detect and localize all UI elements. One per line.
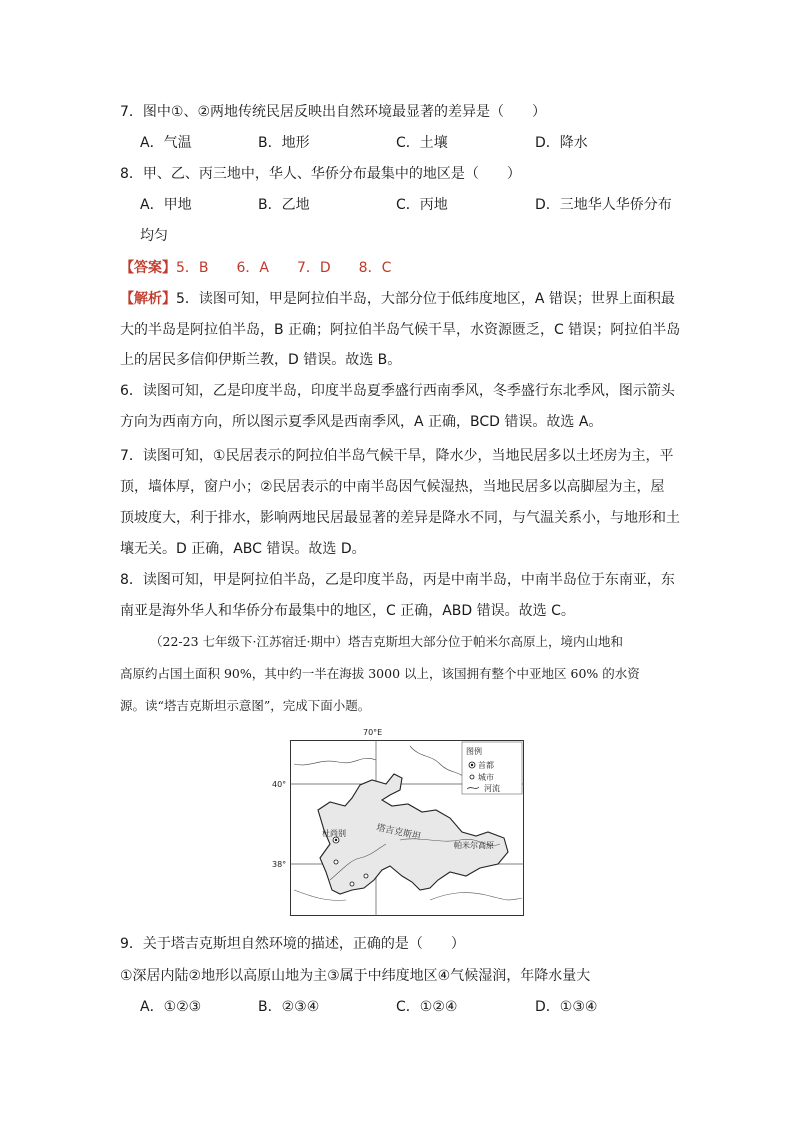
legend-title: 图例 bbox=[466, 747, 482, 756]
analysis-7-line-3: 顶坡度大，利于排水，影响两地民居最显著的差异是降水不同，与气温关系小，与地形和土 bbox=[120, 510, 680, 526]
capital-label: 杜尚别 bbox=[322, 829, 346, 838]
q7-option-a: A．气温 bbox=[140, 135, 192, 151]
q8-option-d: D．三地华人华侨分布 bbox=[535, 197, 672, 213]
analysis-7-line-2: 顶，墙体厚，窗户小；②民居表示的中南半岛因气候湿热，当地民居多以高脚屋为主，屋 bbox=[120, 479, 665, 495]
q7-option-c: C．土壤 bbox=[396, 135, 448, 151]
q9-option-b: B．②③④ bbox=[258, 999, 320, 1015]
q8-option-d-continued: 均匀 bbox=[140, 228, 168, 244]
tajikistan-map-svg bbox=[272, 740, 524, 916]
plateau-label: 帕米尔高原 bbox=[454, 841, 494, 850]
lat-40-label: 40° bbox=[272, 780, 287, 789]
capital-dot bbox=[335, 839, 337, 841]
city-marker bbox=[350, 882, 354, 886]
q9-stem: 9．关于塔吉克斯坦自然环境的描述，正确的是（ ） bbox=[120, 936, 465, 952]
analysis-6-line-2: 方向为西南方向，所以图示夏季风是西南季风，A 正确，BCD 错误。故选 A。 bbox=[120, 414, 603, 430]
q7-option-b: B．地形 bbox=[258, 135, 310, 151]
q9-option-c: C．①②④ bbox=[396, 999, 458, 1015]
q9-option-d: D．①③④ bbox=[535, 999, 598, 1015]
q8-option-b: B．乙地 bbox=[258, 197, 310, 213]
legend-city-label: 城市 bbox=[478, 773, 494, 782]
analysis-5-line-3: 上的居民多信仰伊斯兰教，D 错误。故选 B。 bbox=[120, 352, 402, 368]
tajikistan-map bbox=[272, 728, 524, 916]
city-marker bbox=[334, 860, 338, 864]
q9-statements: ①深居内陆②地形以高原山地为主③属于中纬度地区④气候湿润，年降水量大 bbox=[120, 968, 591, 984]
analysis-6-line-1: 6．读图可知，乙是印度半岛，印度半岛夏季盛行西南季风，冬季盛行东北季风，图示箭头 bbox=[120, 383, 675, 399]
country-label: 塔吉克斯坦 bbox=[375, 823, 422, 843]
answer-text: 5．B 6．A 7．D 8．C bbox=[176, 260, 392, 276]
analysis-label: 【解析】 bbox=[120, 291, 176, 307]
city-marker bbox=[364, 874, 368, 878]
intro-line-3: 源。读“塔吉克斯坦示意图”，完成下面小题。 bbox=[120, 698, 371, 713]
legend-river-label: 河流 bbox=[484, 784, 500, 793]
analysis-5-text-1: 5．读图可知，甲是阿拉伯半岛，大部分位于低纬度地区，A 错误；世界上面积最 bbox=[176, 291, 675, 307]
q8-option-c: C．丙地 bbox=[396, 197, 448, 213]
lon-70e-label: 70°E bbox=[363, 728, 383, 737]
analysis-8-line-1: 8．读图可知，甲是阿拉伯半岛，乙是印度半岛，丙是中南半岛，中南半岛位于东南亚，东 bbox=[120, 572, 675, 588]
analysis-7-line-4: 壤无关。D 正确，ABC 错误。故选 D。 bbox=[120, 541, 366, 557]
analysis-5-line-1 bbox=[120, 289, 675, 309]
legend-city-icon bbox=[470, 775, 474, 779]
q8-option-a: A．甲地 bbox=[140, 197, 192, 213]
legend-capital-icon-dot bbox=[471, 764, 473, 766]
analysis-7-line-1: 7．读图可知，①民居表示的阿拉伯半岛气候干旱，降水少，当地民居多以土坯房为主，平 bbox=[120, 448, 674, 464]
analysis-5-line-2: 大的半岛是阿拉伯半岛，B 正确；阿拉伯半岛气候干旱，水资源匮乏，C 错误；阿拉伯半岛 bbox=[120, 322, 681, 338]
analysis-8-line-2: 南亚是海外华人和华侨分布最集中的地区，C 正确，ABD 错误。故选 C。 bbox=[120, 603, 575, 619]
q7-option-d: D．降水 bbox=[535, 135, 588, 151]
q9-option-a: A．①②③ bbox=[140, 999, 202, 1015]
q8-stem: 8．甲、乙、丙三地中，华人、华侨分布最集中的地区是（ ） bbox=[120, 166, 521, 182]
q7-stem: 7．图中①、②两地传统民居反映出自然环境最显著的差异是（ ） bbox=[120, 104, 547, 120]
intro-line-1: （22-23 七年级下·江苏宿迁·期中）塔吉克斯坦大部分位于帕米尔高原上，境内山地和 bbox=[150, 634, 623, 649]
legend-capital-label: 首都 bbox=[478, 761, 494, 770]
intro-line-2: 高原约占国土面积 90%，其中约一半在海拔 3000 以上，该国拥有整个中亚地区 60% 的水资 bbox=[120, 666, 640, 681]
lat-38-label: 38° bbox=[272, 860, 287, 869]
answer-line bbox=[120, 258, 391, 278]
answer-label: 【答案】 bbox=[120, 260, 176, 276]
